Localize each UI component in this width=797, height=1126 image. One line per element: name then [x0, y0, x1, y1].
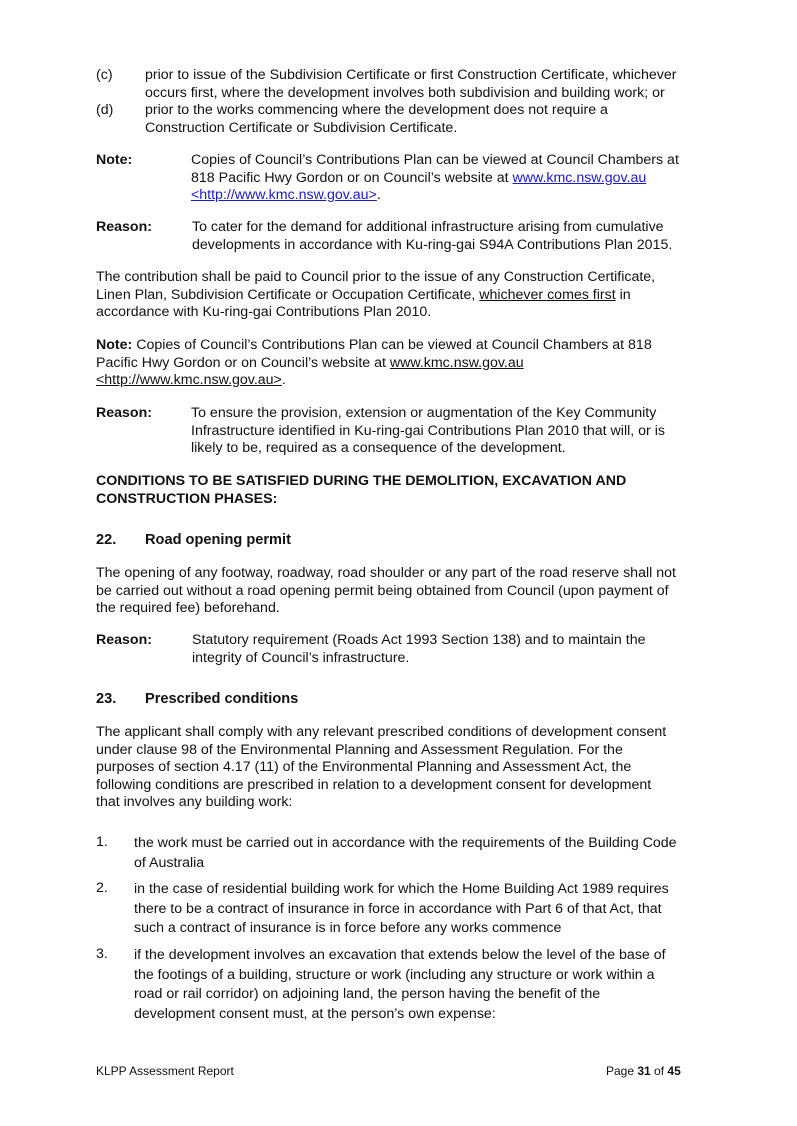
note-label: Note: — [96, 337, 133, 353]
condition-title: Prescribed conditions — [145, 691, 299, 707]
list-item-text: prior to the works commencing where the development does not require a — [145, 102, 608, 118]
condition-number: 23. — [96, 691, 117, 707]
footer-page-number: Page 31 of 45 — [606, 1064, 681, 1078]
council-url-link[interactable]: <http://www.kmc.nsw.gov.au> — [191, 187, 377, 204]
condition-number: 22. — [96, 532, 117, 548]
council-website-link[interactable]: www.kmc.nsw.gov.au — [512, 169, 647, 186]
reason-label: Reason: — [96, 219, 152, 235]
condition-23-body: The applicant shall comply with any relevant prescribed conditions of development consent under clause 98 of the Environmental Planning and Assessment Regulation. For the purposes of section 4.17 (11) of the Environmental Planning and Assessment Act, the following conditions are prescribed in relation to a development consent for development that involves any building work: — [96, 724, 667, 811]
reason-text: To cater for the demand for additional infrastructure arising from cumulative — [192, 219, 664, 235]
reason-text: developments in accordance with Ku-ring-gai S94A Contributions Plan 2015. — [192, 236, 673, 253]
reason-text: integrity of Council’s infrastructure. — [192, 649, 410, 666]
reason-text: Statutory requirement (Roads Act 1993 Section 138) and to maintain the — [192, 632, 646, 648]
council-website-text: www.kmc.nsw.gov.au — [389, 354, 524, 371]
contribution-paragraph: The contribution shall be paid to Council prior to the issue of any Construction Certificate, Linen Plan, Subdivision Certificate or Occupation Certificate, whichever comes first in accordance with Ku-ring-gai Contributions Plan 2010. — [96, 269, 656, 321]
list-item-label: (c) — [96, 67, 113, 83]
prescribed-item-number: 2. — [96, 880, 108, 896]
note-text: Copies of Council’s Contributions Plan can be viewed at Council Chambers at — [191, 152, 679, 168]
whichever-comes-first: whichever comes first — [479, 286, 616, 303]
reason-text: likely to be, required as a consequence of the development. — [191, 440, 566, 457]
list-item-text: Construction Certificate or Subdivision Certificate. — [145, 119, 458, 136]
reason-label: Reason: — [96, 405, 152, 421]
reason-text: To ensure the provision, extension or augmentation of the Key Community — [191, 405, 657, 421]
note-contributions-plan-2: Note: Copies of Council’s Contributions Plan can be viewed at Council Chambers at 818 Pacific Hwy Gordon or on Council’s website at www.kmc.nsw.gov.au <http://www.kmc.nsw.gov.au>. — [96, 337, 652, 389]
footer-report-title: KLPP Assessment Report — [96, 1064, 234, 1078]
note-label: Note: — [96, 152, 133, 168]
list-item-text: occurs first, where the development involves both subdivision and building work; or — [145, 84, 665, 101]
condition-title: Road opening permit — [145, 532, 291, 548]
reason-label: Reason: — [96, 632, 152, 648]
document-page: (c) prior to issue of the Subdivision Certificate or first Construction Certificate, whichever occurs first, where the development involves both subdivision and building work; or (d) prior to the works commencing where the development does not require a Construction Certificate or Subdivision Certificate. Note: Copies of Council’s Contributions Plan can be viewed at Council Chambers at 818 Pacific Hwy Gordon or on Council’s website at www.kmc.nsw.gov.au <http://www.kmc.nsw.gov.au>. Reason: To cater for the demand for additional infrastructure arising from cumulative developments in accordance with Ku-ring-gai S94A Contributions Plan 2015. The contribution shall be paid to Council prior to the issue of any Construction Certificate, Linen Plan, Subdivision Certificate or Occupation Certificate, whichever comes first in accordance with Ku-ring-gai Contributions Plan 2010. Note: Copies of Council’s Contributions Plan can be viewed at Council Chambers at 818 Pacific Hwy Gordon or on Council’s website at www.kmc.nsw.gov.au <http://www.kmc.nsw.gov.au>. Reason: To ensure the provision, extension or augmentation of the Key Community Infrastructure identified in Ku-ring-gai Contributions Plan 2010 that will, or is likely to be, required as a consequence of the development. CONDITIONS TO BE SATISFIED DURING THE DEMOLITION, EXCAVATION AND CONSTRUCTION PHASES: 22. Road opening permit The opening of any footway, roadway, road shoulder or any part of the road reserve shall not be carried out without a road opening permit being obtained from Council (upon payment of the required fee) beforehand. Reason: Statutory requirement (Roads Act 1993 Section 138) and to maintain the integrity of Council’s infrastructure. 23. Prescribed conditions The applicant shall comply with any relevant prescribed conditions of development consent under clause 98 of the Environmental Planning and Assessment Regulation. For the purposes of section 4.17 (11) of the Environmental Planning and Assessment Act, the following conditions are prescribed in relation to a development consent for development that involves any building work: 1. the work must be carried out in accordance with the requirements of the Building Code of Australia 2. in the case of residential building work for which the Home Building Act 1989 requires there to be a contract of insurance in force in accordance with Part 6 of that Act, that such a contract of insurance is in force before any works commence 3. if the development involves an excavation that extends below the level of the base of the footings of a building, structure or work (including any structure or work within a road or rail corridor) on adjoining land, the person having the benefit of the development consent must, at the person’s own expense: KLPP Assessment Report Page 31 of 45 — [0, 0, 797, 1126]
section-heading: CONDITIONS TO BE SATISFIED DURING THE DEMOLITION, EXCAVATION AND CONSTRUCTION PHASES: — [96, 473, 627, 507]
list-item-label: (d) — [96, 102, 114, 118]
prescribed-item-number: 3. — [96, 946, 108, 962]
list-item-text: prior to issue of the Subdivision Certificate or first Construction Certificate, whichever — [145, 67, 677, 83]
reason-text: Infrastructure identified in Ku-ring-gai Contributions Plan 2010 that will, or is — [191, 422, 665, 439]
note-text: 818 Pacific Hwy Gordon or on Council’s website at — [191, 169, 513, 186]
prescribed-item-number: 1. — [96, 834, 108, 850]
condition-22-body: The opening of any footway, roadway, road shoulder or any part of the road reserve shall not be carried out without a road opening permit being obtained from Council (upon payment of the required fee) beforehand. — [96, 565, 676, 617]
council-url-text: <http://www.kmc.nsw.gov.au> — [96, 372, 282, 389]
